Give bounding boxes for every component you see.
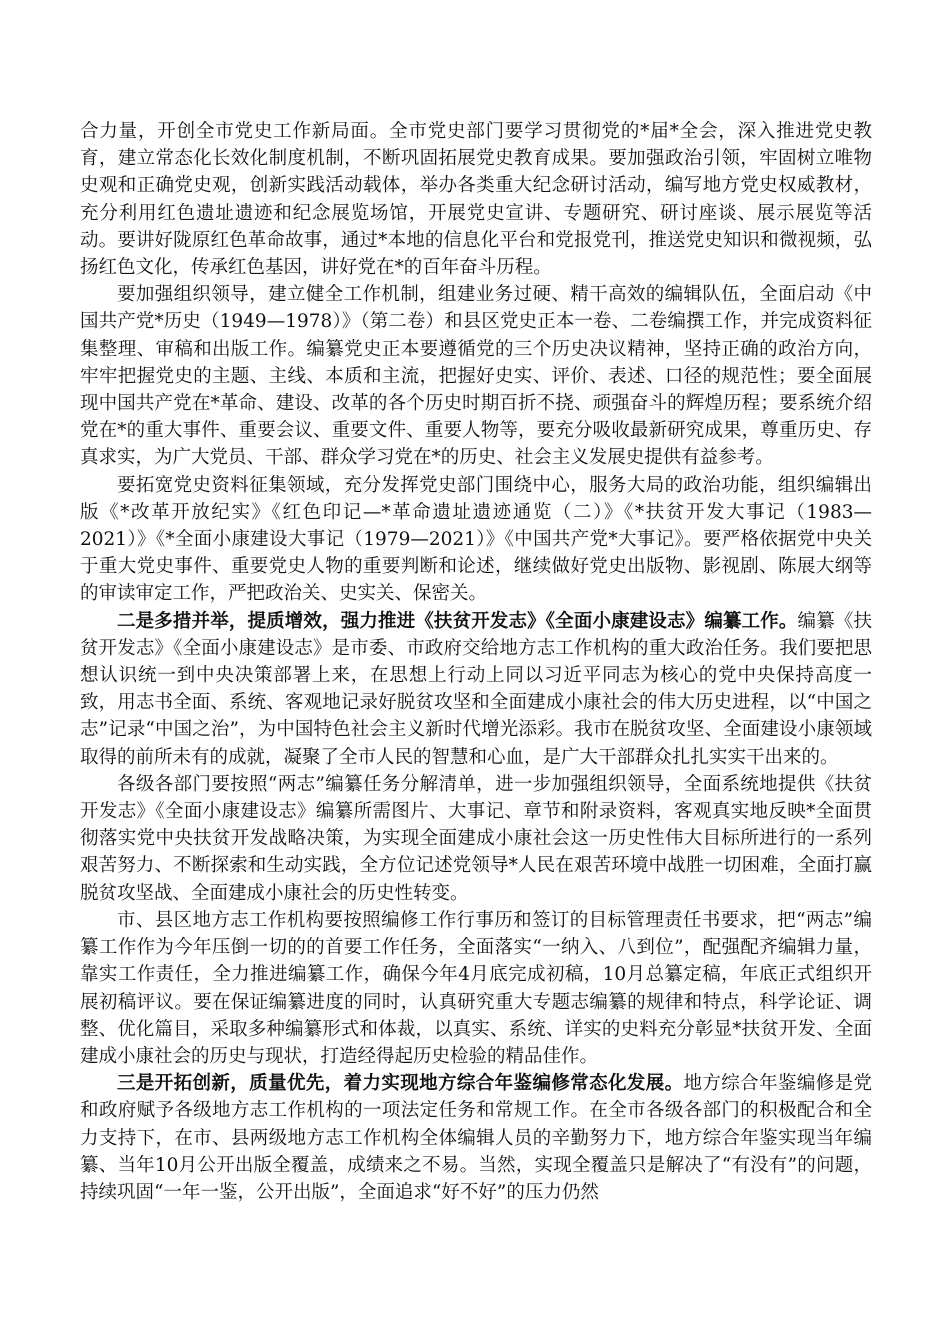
section-heading-2: 二是多措并举，提质增效，强力推进《扶贫开发志》《全面小康建设志》编纂工作。: [117, 610, 798, 632]
paragraph-7-text: 地方综合年鉴编修是党和政府赋予各级地方志工作机构的一项法定任务和常规工作。在全市各级各部门的积极配合和全力支持下，在市、县两级地方志工作机构全体编辑人员的辛勤努力下，地方综合年鉴实现当年编纂、当年10月公开出版全覆盖，成绩来之不易。当然，实现全覆盖只是解决了“有没有”的问题，持续巩固“一年一鉴，公开出版”，全面追求“好不好”的压力仍然: [80, 1073, 872, 1203]
section-heading-3: 三是开拓创新，质量优先，着力实现地方综合年鉴编修常态化发展。: [117, 1073, 684, 1095]
paragraph-3: [80, 472, 872, 608]
paragraph-6: [80, 907, 872, 1070]
paragraph-7: [80, 1070, 872, 1206]
paragraph-4: [80, 608, 872, 771]
paragraph-6-text: 市、县区地方志工作机构要按照编修工作行事历和签订的目标管理责任书要求，把“两志”编纂工作作为今年压倒一切的的首要工作任务，全面落实“一纳入、八到位”，配强配齐编辑力量，靠实工作责任，全力推进编纂工作，确保今年4月底完成初稿，10月总纂定稿，年底正式组织开展初稿评议。要在保证编纂进度的同时，认真研究重大专题志编纂的规律和特点，科学论证、调整、优化篇目，采取多种编纂形式和体裁，以真实、系统、详实的史料充分彰显*扶贫开发、全面建成小康社会的历史与现状，打造经得起历史检验的精品佳作。: [80, 909, 872, 1067]
paragraph-5: [80, 771, 872, 907]
paragraph-3-text: 要拓宽党史资料征集领域，充分发挥党史部门围绕中心，服务大局的政治功能，组织编辑出版《*改革开放纪实》《红色印记—*革命遗址遗迹通览（二）》《*扶贫开发大事记（1983—2021）》《*全面小康建设大事记（1979—2021）》《中国共产党*大事记》。要严格依据党中央关于重大党史事件、重要党史人物的重要判断和论述，继续做好党史出版物、影视剧、陈展大纲等的审读审定工作，严把政治关、史实关、保密关。: [80, 474, 872, 605]
paragraph-4-text: 编纂《扶贫开发志》《全面小康建设志》是市委、市政府交给地方志工作机构的重大政治任务。我们要把思想认识统一到中央决策部署上来，在思想上行动上同以习近平同志为核心的党中央保持高度一致，用志书全面、系统、客观地记录好脱贫攻坚和全面建成小康社会的伟大历史进程，以“中国之志”记录“中国之治”，为中国特色社会主义新时代增光添彩。我市在脱贫攻坚、全面建设小康领域取得的前所未有的成就，凝聚了全市人民的智慧和心血，是广大干部群众扎扎实实干出来的。: [80, 610, 872, 768]
paragraph-5-text: 各级各部门要按照“两志”编纂任务分解清单，进一步加强组织领导，全面系统地提供《扶贫开发志》《全面小康建设志》编纂所需图片、大事记、章节和附录资料，客观真实地反映*全面贯彻落实党中央扶贫开发战略决策，为实现全面建成小康社会这一历史性伟大目标所进行的一系列艰苦努力、不断探索和生动实践，全方位记述党领导*人民在艰苦环境中战胜一切困难，全面打赢脱贫攻坚战、全面建成小康社会的历史性转变。: [80, 773, 872, 904]
paragraph-2: [80, 281, 872, 471]
document-page: [80, 118, 872, 1206]
paragraph-1: [80, 118, 872, 281]
paragraph-2-text: 要加强组织领导，建立健全工作机制，组建业务过硬、精干高效的编辑队伍，全面启动《中国共产党*历史（1949—1978）》（第二卷）和县区党史正本一卷、二卷编撰工作，并完成资料征集整理、审稿和出版工作。编纂党史正本要遵循党的三个历史决议精神，坚持正确的政治方向，牢牢把握党史的主题、主线、本质和主流，把握好史实、评价、表述、口径的规范性；要全面展现中国共产党在*革命、建设、改革的各个历史时期百折不挠、顽强奋斗的辉煌历程；要系统介绍党在*的重大事件、重要会议、重要文件、重要人物等，要充分吸收最新研究成果，尊重历史、存真求实，为广大党员、干部、群众学习党在*的历史、社会主义发展史提供有益参考。: [80, 284, 872, 469]
paragraph-1-text: 合力量，开创全市党史工作新局面。全市党史部门要学习贯彻党的*届*全会，深入推进党史教育，建立常态化长效化制度机制，不断巩固拓展党史教育成果。要加强政治引领，牢固树立唯物史观和正确党史观，创新实践活动载体，举办各类重大纪念研讨活动，编写地方党史权威教材，充分利用红色遗址遗迹和纪念展览场馆，开展党史宣讲、专题研究、研讨座谈、展示展览等活动。要讲好陇原红色革命故事，通过*本地的信息化平台和党报党刊，推送党史知识和微视频，弘扬红色文化，传承红色基因，讲好党在*的百年奋斗历程。: [80, 121, 872, 279]
